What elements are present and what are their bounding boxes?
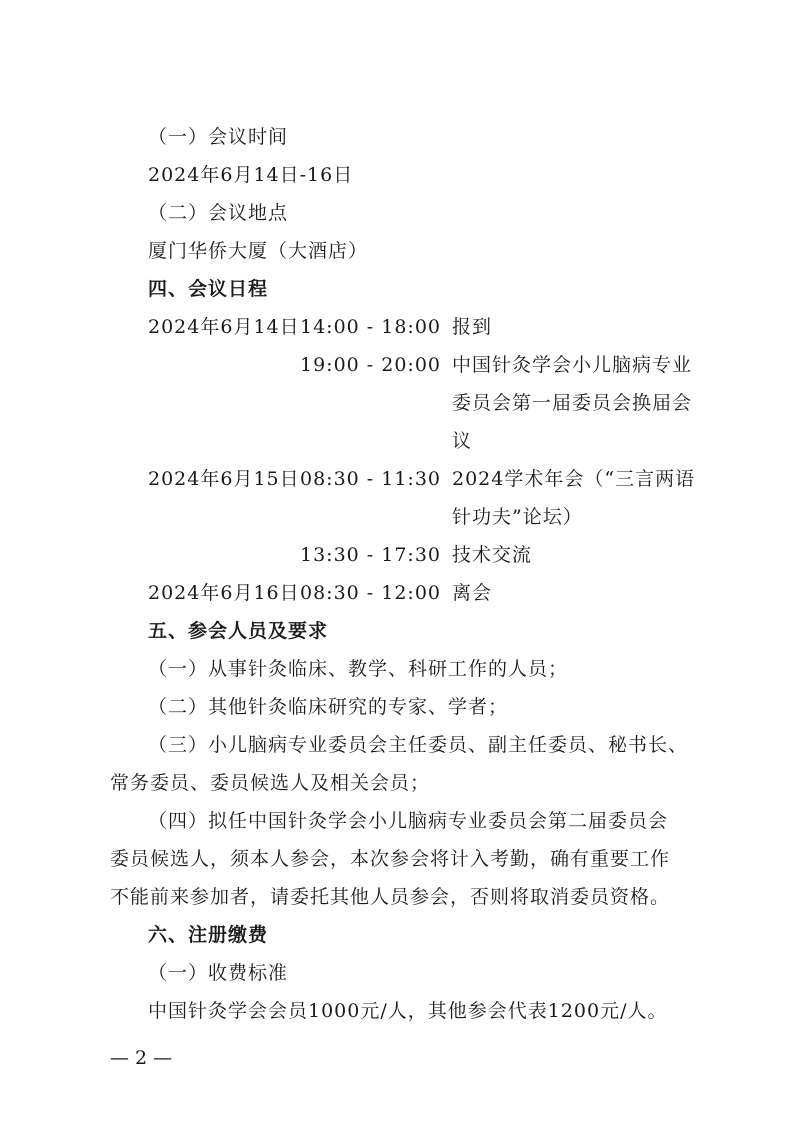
meeting-time-heading: （一）会议时间	[148, 126, 289, 148]
attendees-item-1: （一）从事针灸临床、教学、科研工作的人员；	[148, 658, 569, 680]
schedule-date: 2024年6月16日	[148, 582, 300, 604]
attendees-item-2: （二）其他针灸临床研究的专家、学者；	[148, 696, 509, 718]
fee-standard-heading: （一）收费标准	[148, 962, 289, 984]
attendees-title: 五、参会人员及要求	[148, 620, 329, 642]
schedule-time: 19:00 - 20:00	[300, 354, 442, 376]
meeting-time-value: 2024年6月14日-16日	[148, 164, 354, 186]
meeting-place-value: 厦门华侨大厦（大酒店）	[148, 240, 369, 262]
schedule-date: 2024年6月14日	[148, 316, 300, 338]
attendees-item-4-line3: 不能前来参加者，请委托其他人员参会，否则将取消委员资格。	[110, 886, 671, 908]
schedule-item: 报到	[452, 316, 493, 338]
meeting-place-heading: （二）会议地点	[148, 202, 289, 224]
schedule-item: 议	[452, 430, 473, 452]
schedule-title: 四、会议日程	[148, 278, 269, 300]
schedule-item: 2024学术年会（“三言两语	[452, 468, 696, 490]
attendees-item-3-line1: （三）小儿脑病专业委员会主任委员、副主任委员、秘书长、	[148, 734, 689, 756]
registration-title: 六、注册缴费	[148, 924, 269, 946]
page-number: — 2 —	[110, 1047, 173, 1069]
attendees-item-3-line2: 常务委员、委员候选人及相关会员；	[110, 772, 431, 794]
schedule-time: 14:00 - 18:00	[300, 316, 442, 338]
fee-standard-text: 中国针灸学会会员1000元/人，其他参会代表1200元/人。	[148, 1000, 668, 1022]
schedule-date: 2024年6月15日	[148, 468, 300, 490]
schedule-time: 13:30 - 17:30	[300, 544, 442, 566]
schedule-item: 中国针灸学会小儿脑病专业	[452, 354, 693, 376]
attendees-item-4-line1: （四）拟任中国针灸学会小儿脑病专业委员会第二届委员会	[148, 810, 669, 832]
schedule-item: 离会	[452, 582, 493, 604]
attendees-item-4-line2: 委员候选人，须本人参会，本次参会将计入考勤，确有重要工作	[110, 848, 671, 870]
schedule-time: 08:30 - 12:00	[300, 582, 442, 604]
schedule-item: 针功夫”论坛）	[452, 506, 583, 528]
schedule-time: 08:30 - 11:30	[300, 468, 442, 490]
schedule-item: 技术交流	[452, 544, 533, 566]
schedule-item: 委员会第一届委员会换届会	[452, 392, 693, 414]
